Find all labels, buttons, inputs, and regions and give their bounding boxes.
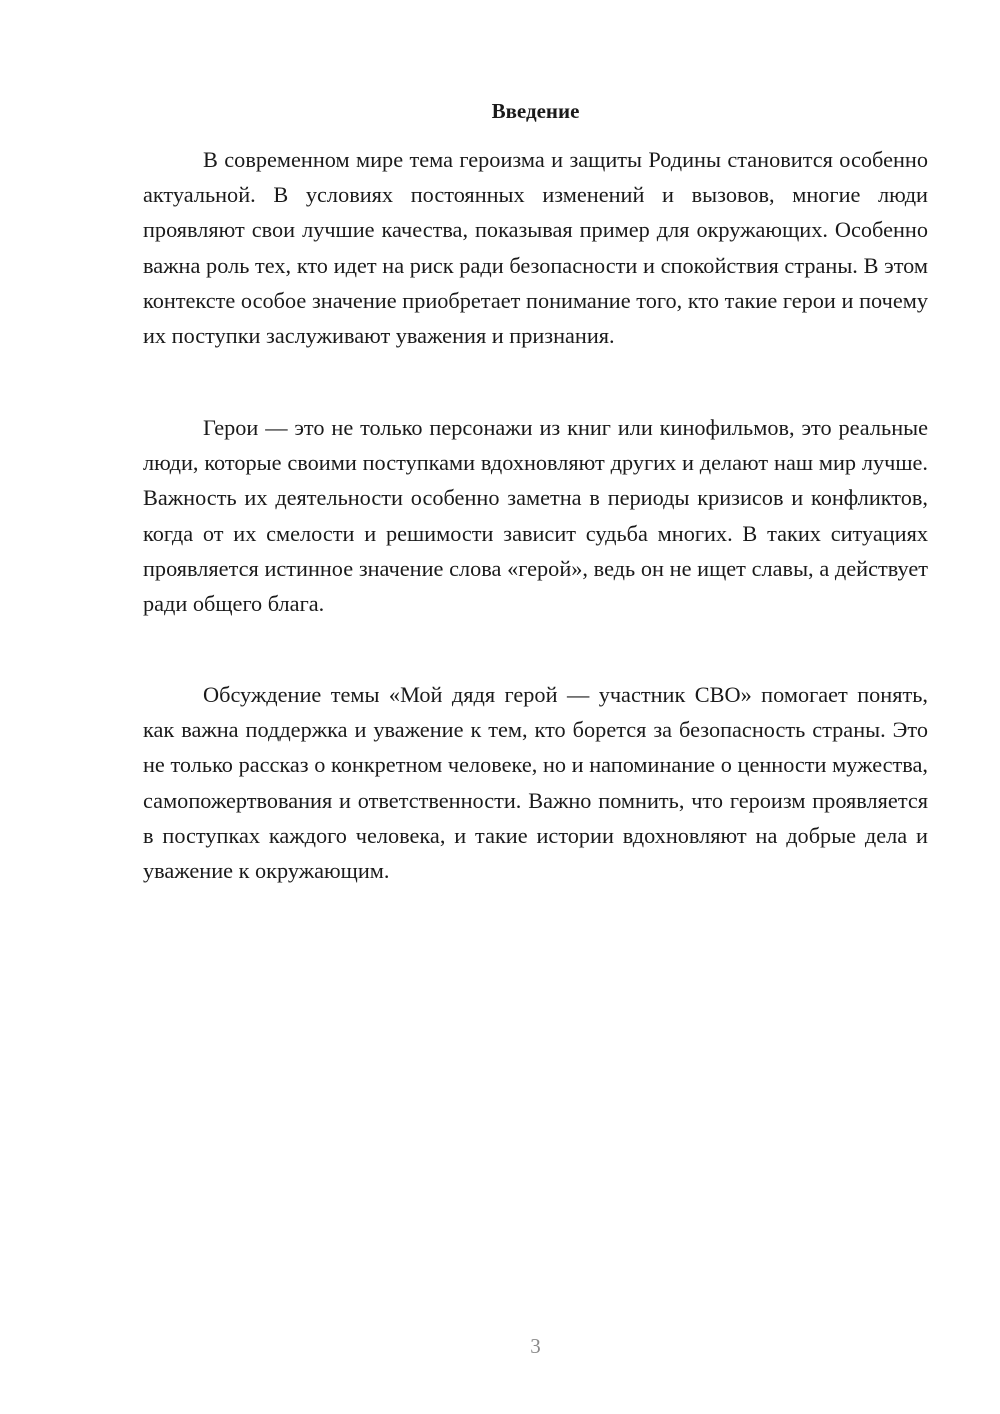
page-number: 3	[530, 1334, 541, 1358]
paragraph-2: Герои — это не только персонажи из книг или кинофильмов, это реальные люди, которые своими поступками вдохновляют других и делают наш мир лучше. Важность их деятельности особенно заметна в периоды кризисов и конфликтов, когда от их смелости и решимости зависит судьба многих. В таких ситуациях проявляется истинное значение слова «герой», ведь он не ищет славы, а действует ради общего блага.	[143, 415, 928, 617]
paragraph-1: В современном мире тема героизма и защиты Родины становится особенно актуальной. В условиях постоянных изменений и вызовов, многие люди проявляют свои лучшие качества, показывая пример для окружающих. Особенно важна роль тех, кто идет на риск ради безопасности и спокойствия страны. В этом контексте особое значение приобретает понимание того, кто такие герои и почему их поступки заслуживают уважения и признания.	[143, 147, 928, 349]
section-heading: Введение	[491, 99, 580, 123]
document-page	[143, 0, 928, 1414]
paragraph-3: Обсуждение темы «Мой дядя герой — участник СВО» помогает понять, как важна поддержка и уважение к тем, кто борется за безопасность страны. Это не только рассказ о конкретном человеке, но и напоминание о ценности мужества, самопожертвования и ответственности. Важно помнить, что героизм проявляется в поступках каждого человека, и такие истории вдохновляют на добрые дела и уважение к окружающим.	[143, 682, 928, 884]
